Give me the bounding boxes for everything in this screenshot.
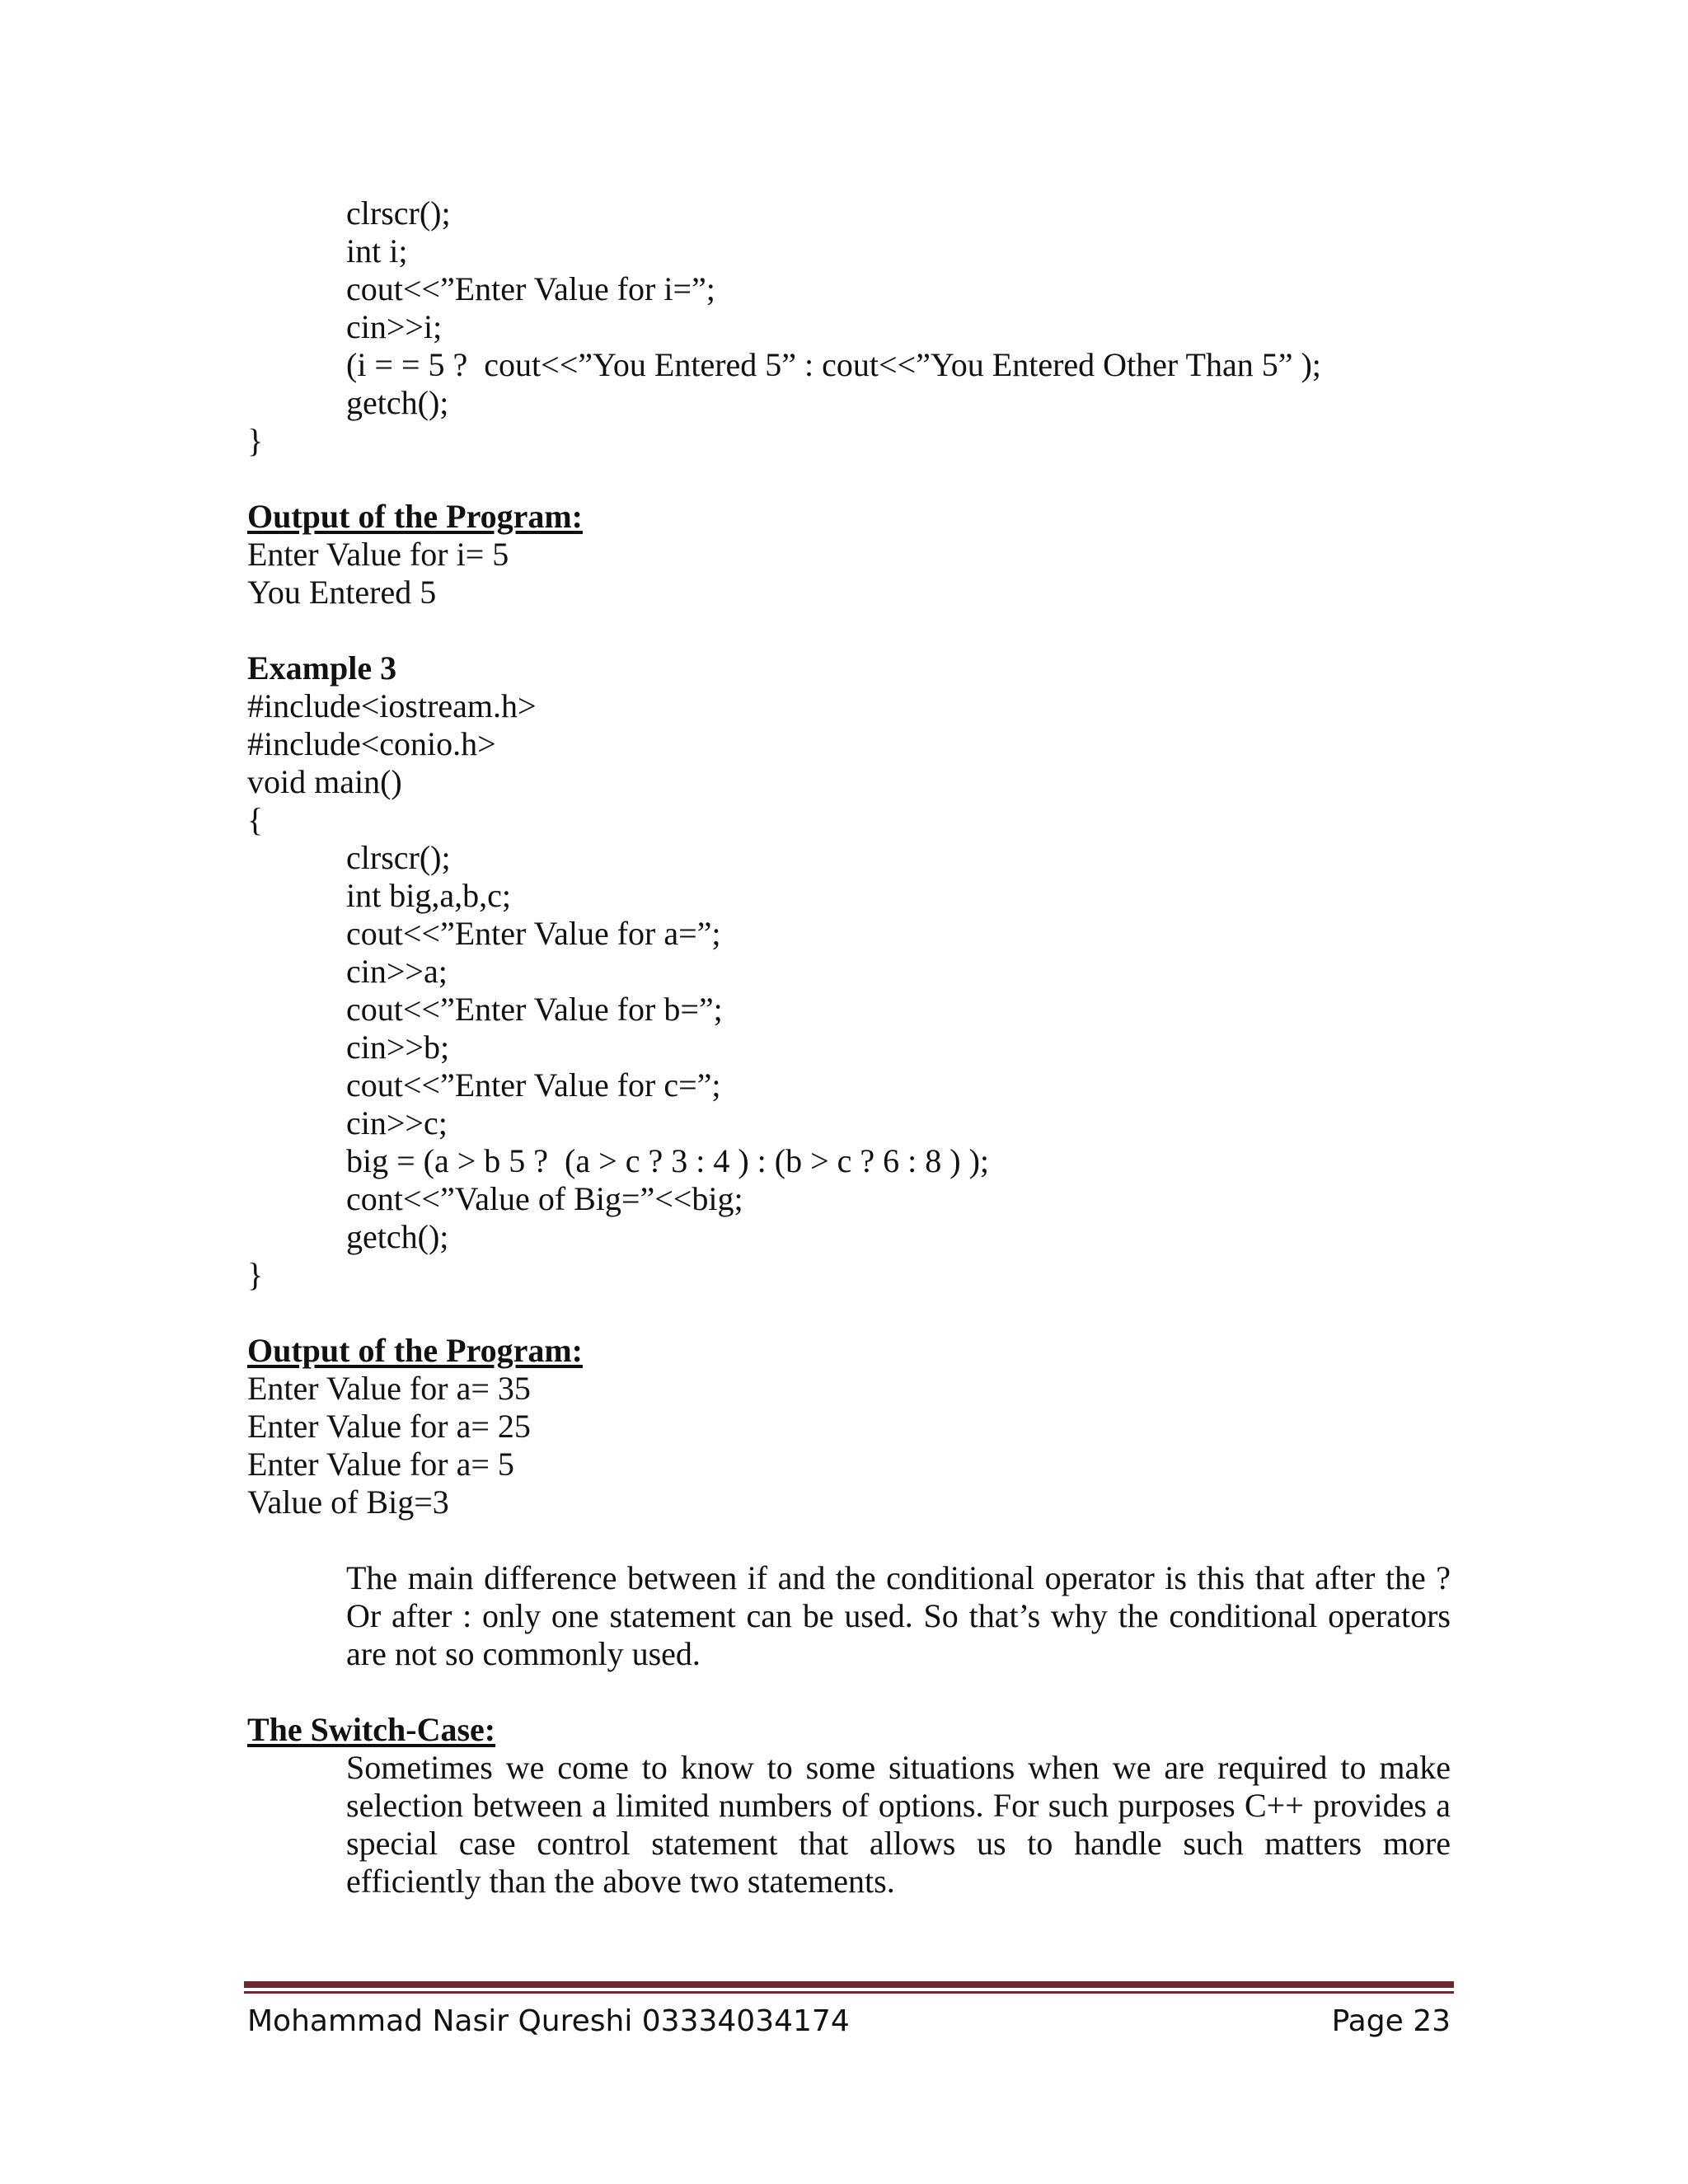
output-heading: Output of the Program: bbox=[247, 1332, 583, 1369]
code-line: cont<<”Value of Big=”<<big; bbox=[346, 1180, 743, 1217]
output-line: Value of Big=3 bbox=[247, 1483, 449, 1521]
code-line: clrscr(); bbox=[346, 839, 451, 876]
output-line: Enter Value for a= 5 bbox=[247, 1446, 514, 1483]
output-line: You Entered 5 bbox=[247, 574, 437, 611]
output-line: Enter Value for i= 5 bbox=[247, 536, 509, 573]
code-line: clrscr(); bbox=[346, 194, 451, 232]
code-line: void main() bbox=[247, 763, 402, 800]
footer-rule-thick bbox=[244, 1981, 1454, 1988]
page-number: Page 23 bbox=[1331, 2004, 1451, 2038]
code-block-continuation bbox=[247, 194, 1451, 460]
closing-brace: } bbox=[247, 422, 264, 459]
code-line: int big,a,b,c; bbox=[346, 877, 511, 914]
code-line: int i; bbox=[346, 232, 408, 269]
output-section-1 bbox=[247, 498, 1451, 612]
code-line: cout<<”Enter Value for a=”; bbox=[346, 915, 721, 952]
code-line: getch(); bbox=[346, 1218, 449, 1255]
spacer bbox=[247, 1294, 1451, 1332]
footer-rule-thin bbox=[244, 1991, 1454, 1994]
code-line: cout<<”Enter Value for c=”; bbox=[346, 1066, 721, 1104]
example-3-section bbox=[247, 649, 1451, 1294]
code-line: big = (a > b 5 ? (a > c ? 3 : 4 ) : (b > c ? 6 : 8 ) ); bbox=[346, 1142, 989, 1179]
output-line: Enter Value for a= 25 bbox=[247, 1408, 531, 1445]
paragraph-text: The main difference between if and the conditional operator is this that after the ? Or after : only one statement can be used. So that’s why the conditional operators are not so commonly used. bbox=[346, 1559, 1451, 1672]
spacer bbox=[247, 1521, 1451, 1559]
code-line: #include<conio.h> bbox=[247, 725, 496, 762]
code-line: cout<<”Enter Value for b=”; bbox=[346, 991, 723, 1028]
paragraph-text: Sometimes we come to know to some situations when we are required to make selection between a limited numbers of options. For such purposes C++ provides a special case control statement that allows us to handle such matters more efficiently than the above two statements. bbox=[346, 1749, 1451, 1900]
opening-brace: { bbox=[247, 801, 264, 838]
page-content bbox=[247, 194, 1451, 1900]
closing-brace: } bbox=[247, 1256, 264, 1293]
code-line: #include<iostream.h> bbox=[247, 687, 537, 724]
code-line: cin>>i; bbox=[346, 308, 443, 345]
spacer bbox=[247, 1673, 1451, 1711]
code-line: cout<<”Enter Value for i=”; bbox=[346, 270, 715, 307]
page-footer bbox=[247, 2001, 1451, 2042]
footer-author: Mohammad Nasir Qureshi 03334034174 bbox=[247, 2004, 850, 2038]
section-heading: The Switch-Case: bbox=[247, 1711, 496, 1748]
output-line: Enter Value for a= 35 bbox=[247, 1370, 531, 1407]
difference-paragraph bbox=[247, 1559, 1451, 1673]
code-line: cin>>b; bbox=[346, 1029, 450, 1066]
spacer bbox=[247, 460, 1451, 498]
switch-case-section bbox=[247, 1711, 1451, 1900]
code-line: cin>>c; bbox=[346, 1104, 448, 1141]
code-line: (i = = 5 ? cout<<”You Entered 5” : cout<<”You Entered Other Than 5” ); bbox=[346, 346, 1321, 383]
output-section-2 bbox=[247, 1332, 1451, 1521]
example-heading: Example 3 bbox=[247, 649, 397, 687]
code-line: cin>>a; bbox=[346, 953, 448, 990]
spacer bbox=[247, 612, 1451, 649]
switch-case-paragraph bbox=[247, 1749, 1451, 1900]
output-heading: Output of the Program: bbox=[247, 498, 583, 535]
code-line: getch(); bbox=[346, 384, 449, 421]
